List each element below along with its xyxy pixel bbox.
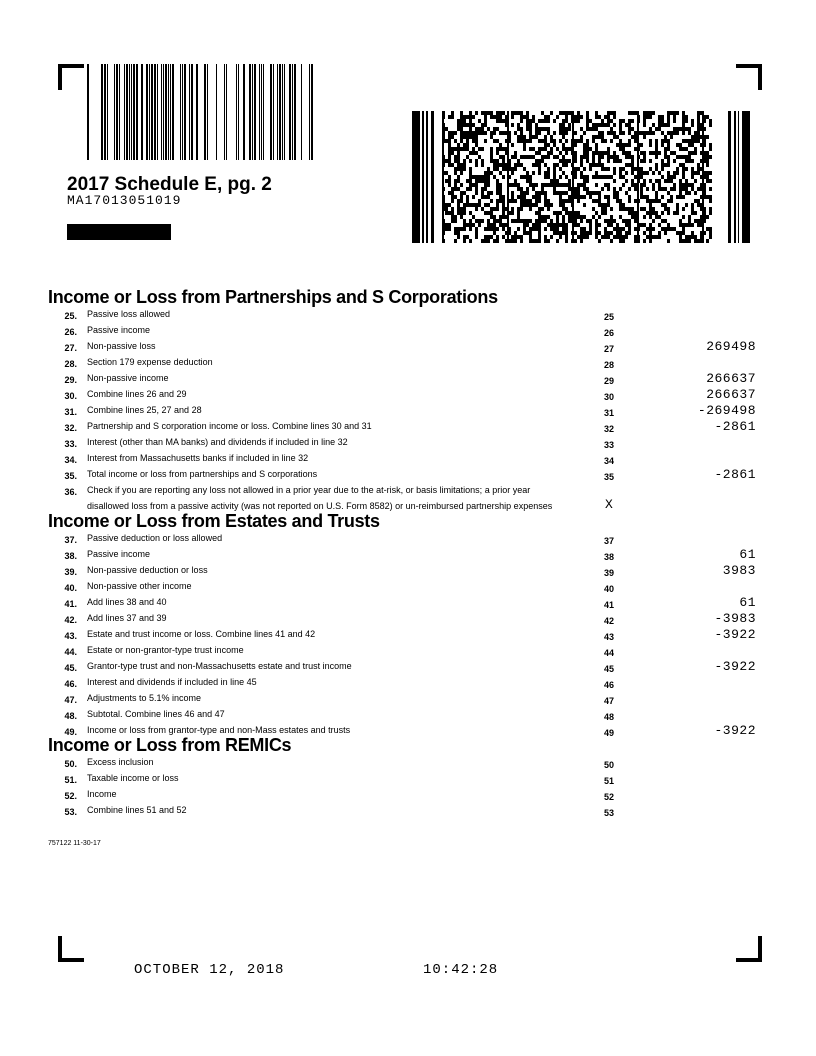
line-number: 46.: [64, 679, 77, 689]
line-description: Grantor-type trust and non-Massachusetts estate and trust income: [87, 661, 352, 671]
line-description: Combine lines 26 and 29: [87, 389, 187, 399]
form-line: [0, 659, 816, 675]
line-number: 48.: [64, 711, 77, 721]
line-description: Interest and dividends if included in line 45: [87, 677, 257, 687]
line-description: Combine lines 51 and 52: [87, 805, 187, 815]
line-reference: 46: [604, 680, 615, 690]
line-reference: 51: [604, 776, 615, 786]
line-reference: 37: [604, 536, 615, 546]
line-amount: -3983: [714, 611, 756, 626]
line-description: Partnership and S corporation income or loss. Combine lines 30 and 31: [87, 421, 372, 431]
line-amount: 269498: [706, 339, 756, 354]
line-number: 25.: [64, 311, 77, 321]
form-line: [0, 371, 816, 387]
section-heading: Income or Loss from Partnerships and S Corporations: [48, 287, 498, 307]
line-number: 28.: [64, 359, 77, 369]
form-line: [0, 579, 816, 595]
line-number: 41.: [64, 599, 77, 609]
form-line: [0, 339, 816, 355]
form-line: [0, 307, 816, 323]
line-reference: 44: [604, 648, 615, 658]
line-reference: 41: [604, 600, 615, 610]
line-reference: 29: [604, 376, 615, 386]
registration-mark-bottom-right: [736, 936, 762, 962]
line-reference: 26: [604, 328, 615, 338]
line-amount: 61: [739, 547, 756, 562]
line-reference: 43: [604, 632, 615, 642]
linear-barcode: [87, 64, 317, 160]
line-amount: 266637: [706, 387, 756, 402]
line-amount: -2861: [714, 419, 756, 434]
line-reference: 42: [604, 616, 615, 626]
line-description: Non-passive loss: [87, 341, 156, 351]
form-line: [0, 323, 816, 339]
form-line: [0, 707, 816, 723]
line-reference: 30: [604, 392, 615, 402]
line-description: Estate and trust income or loss. Combine lines 41 and 42: [87, 629, 316, 639]
line-description: Taxable income or loss: [87, 773, 179, 783]
line-reference: 35: [604, 472, 615, 482]
line-number: 40.: [64, 583, 77, 593]
line-number: 45.: [64, 663, 77, 673]
form-line: [0, 787, 816, 803]
line-reference: 39: [604, 568, 615, 578]
line-description: Interest (other than MA banks) and dividends if included in line 32: [87, 437, 348, 447]
line-description: Non-passive other income: [87, 581, 192, 591]
line-amount: 61: [739, 595, 756, 610]
line-reference: 48: [604, 712, 615, 722]
line-description: Subtotal. Combine lines 46 and 47: [87, 709, 225, 719]
line-number: 38.: [64, 551, 77, 561]
registration-mark-top-right: [736, 64, 762, 90]
line-description: Non-passive deduction or loss: [87, 565, 208, 575]
form-line: [0, 435, 816, 451]
print-time: 10:42:28: [423, 962, 499, 978]
line-description-continued: disallowed loss from a passive activity (was not reported on U.S. Form 8582) or un-reimbursed partnership expenses: [87, 501, 553, 511]
line-reference: 34: [604, 456, 615, 466]
line-description: Add lines 37 and 39: [87, 613, 167, 623]
line-reference: 52: [604, 792, 615, 802]
line-description: Income or loss from grantor-type and non-Mass estates and trusts: [87, 725, 351, 735]
line-reference: 45: [604, 664, 615, 674]
line-number: 32.: [64, 423, 77, 433]
form-line: [0, 627, 816, 643]
line-number: 29.: [64, 375, 77, 385]
form-line: [0, 403, 816, 419]
line-number: 26.: [64, 327, 77, 337]
line-reference: 50: [604, 760, 615, 770]
line-number: 33.: [64, 439, 77, 449]
form-line: [0, 675, 816, 691]
line-number: 49.: [64, 727, 77, 737]
line-number: 47.: [64, 695, 77, 705]
form-line: [0, 771, 816, 787]
line-description: Estate or non-grantor-type trust income: [87, 645, 244, 655]
line-description: Passive loss allowed: [87, 309, 171, 319]
line-number: 27.: [64, 343, 77, 353]
line-reference: 25: [604, 312, 615, 322]
line-number: 51.: [64, 775, 77, 785]
line-number: 39.: [64, 567, 77, 577]
form-title: 2017 Schedule E, pg. 2: [67, 174, 272, 195]
footer-code: 757122 11-30-17: [48, 840, 101, 847]
form-line: [0, 611, 816, 627]
form-line: [0, 547, 816, 563]
line-amount: -3922: [714, 659, 756, 674]
line-description: Combine lines 25, 27 and 28: [87, 405, 202, 415]
line-number: 31.: [64, 407, 77, 417]
registration-mark-bottom-left: [58, 936, 84, 962]
form-code: MA17013051019: [67, 193, 182, 208]
line-number: 34.: [64, 455, 77, 465]
line-number: 50.: [64, 759, 77, 769]
line-amount: -3922: [714, 627, 756, 642]
line-number: 42.: [64, 615, 77, 625]
line-number: 36.: [64, 487, 77, 497]
line-description: Section 179 expense deduction: [87, 357, 213, 367]
line-number: 30.: [64, 391, 77, 401]
line-description: Adjustments to 5.1% income: [87, 693, 202, 703]
line-number: 43.: [64, 631, 77, 641]
form-line: [0, 355, 816, 371]
line-amount: -2861: [714, 467, 756, 482]
line-description: Non-passive income: [87, 373, 169, 383]
line-number: 35.: [64, 471, 77, 481]
line-reference: 27: [604, 344, 615, 354]
2d-barcode: [412, 111, 750, 243]
form-line: [0, 755, 816, 771]
checkbox-mark: X: [605, 497, 613, 512]
form-line: [0, 419, 816, 435]
line-reference: 31: [604, 408, 615, 418]
line-reference: 40: [604, 584, 615, 594]
line-description: Income: [87, 789, 117, 799]
line-description: Interest from Massachusetts banks if included in line 32: [87, 453, 309, 463]
line-reference: 28: [604, 360, 615, 370]
line-number: 53.: [64, 807, 77, 817]
line-number: 37.: [64, 535, 77, 545]
line-description: Passive income: [87, 549, 151, 559]
line-amount: -3922: [714, 723, 756, 738]
redaction-bar: [67, 224, 171, 240]
line-reference: 32: [604, 424, 615, 434]
form-line: [0, 691, 816, 707]
line-reference: 47: [604, 696, 615, 706]
line-description: Passive income: [87, 325, 151, 335]
line-amount: 266637: [706, 371, 756, 386]
form-line: [0, 643, 816, 659]
line-reference: 49: [604, 728, 615, 738]
line-number: 44.: [64, 647, 77, 657]
line-reference: 33: [604, 440, 615, 450]
section-heading: Income or Loss from Estates and Trusts: [48, 511, 380, 531]
form-line: [0, 467, 816, 483]
form-line: [0, 803, 816, 819]
form-line: [0, 563, 816, 579]
registration-mark-top-left: [58, 64, 84, 90]
section-heading: Income or Loss from REMICs: [48, 735, 292, 755]
form-line: [0, 595, 816, 611]
line-amount: 3983: [722, 563, 756, 578]
line-number: 52.: [64, 791, 77, 801]
print-date: OCTOBER 12, 2018: [134, 962, 285, 978]
form-line: [0, 531, 816, 547]
line-description: Add lines 38 and 40: [87, 597, 167, 607]
line-description: Excess inclusion: [87, 757, 154, 767]
line-description: Check if you are reporting any loss not allowed in a prior year due to the at-risk, or basis limitations; a prior year: [87, 485, 531, 495]
line-reference: 53: [604, 808, 615, 818]
form-line: [0, 451, 816, 467]
line-description: Passive deduction or loss allowed: [87, 533, 223, 543]
form-line: [0, 387, 816, 403]
line-amount: -269498: [697, 403, 756, 418]
line-reference: 38: [604, 552, 615, 562]
line-description: Total income or loss from partnerships and S corporations: [87, 469, 318, 479]
